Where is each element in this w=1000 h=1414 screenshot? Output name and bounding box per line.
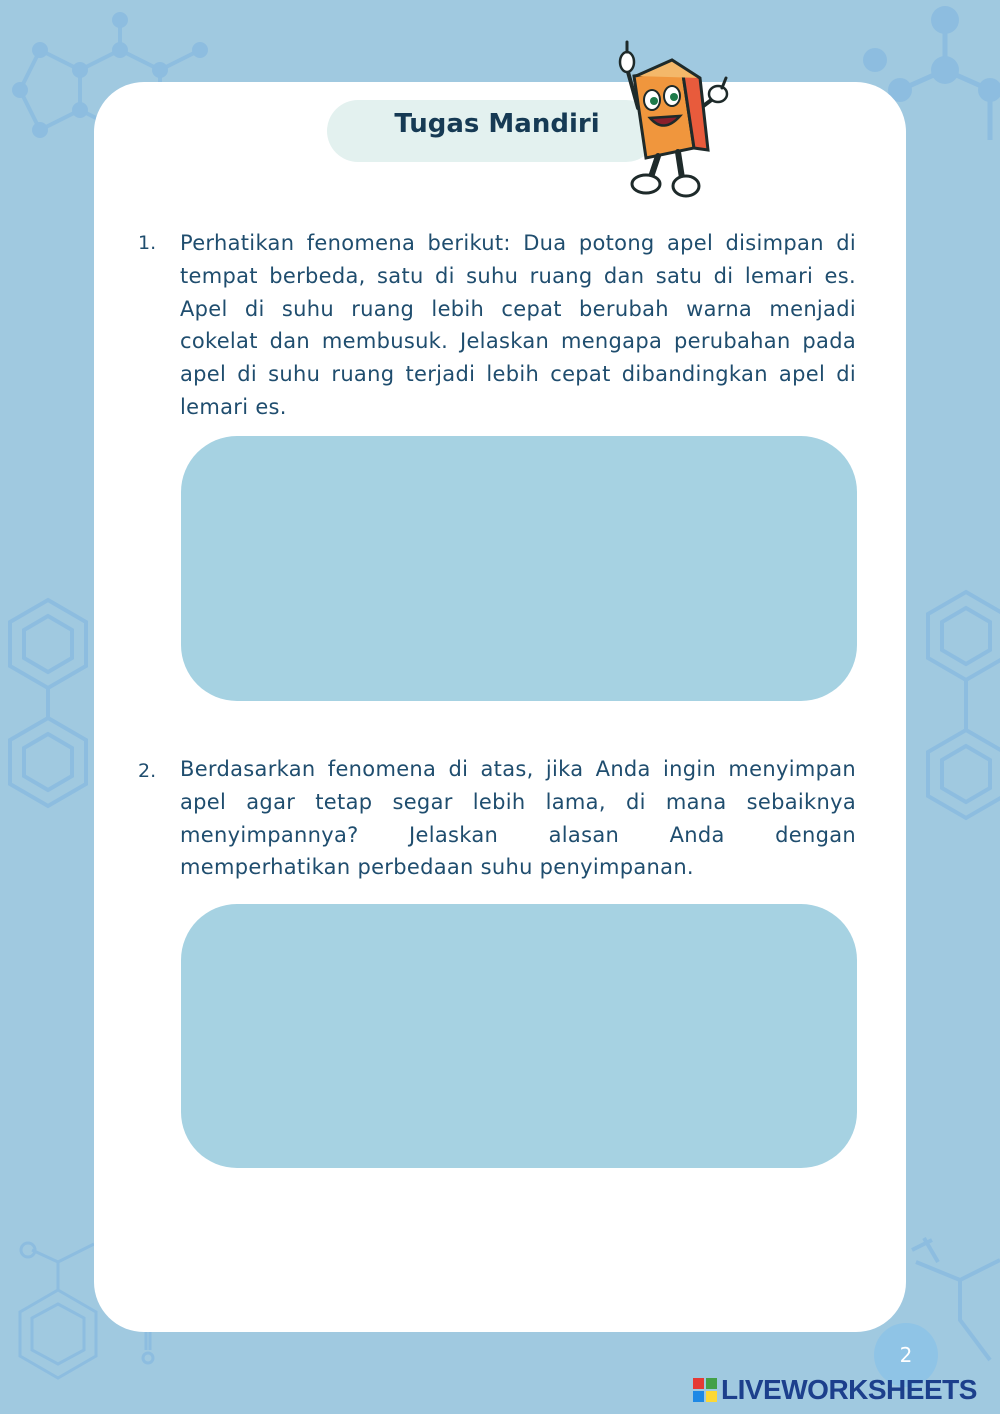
answer-box[interactable] [181,904,857,1168]
question-text: Perhatikan fenomena berikut: Dua potong apel disimpan di tempat berbeda, satu di suhu ruang dan satu di lemari es. Apel di suhu ruang lebih cepat berubah warna menjadi cokelat dan membusuk. Jelaskan mengapa perubahan pada apel di suhu ruang terjadi lebih cepat dibandingkan apel di lemari es. [180,231,856,419]
brand-text: LIVEWORKSHEETS [721,1374,977,1405]
brand-watermark [693,1374,977,1406]
answer-box[interactable] [181,436,857,701]
benzene-ring-icon [10,600,86,806]
book-mascot-icon [612,38,734,204]
page-number: 2 [874,1323,938,1387]
question-text: Berdasarkan fenomena di atas, jika Anda ingin menyimpan apel agar tetap segar lebih lama, di mana sebaiknya menyimpannya? Jelaskan alasan Anda dengan memperhatikan perbedaan suhu penyimpanan. [180,757,856,880]
question-number: 1. [138,232,157,254]
liveworksheets-logo-icon [693,1378,717,1402]
page-title: Tugas Mandiri [394,109,600,139]
question-number: 2. [138,760,157,782]
